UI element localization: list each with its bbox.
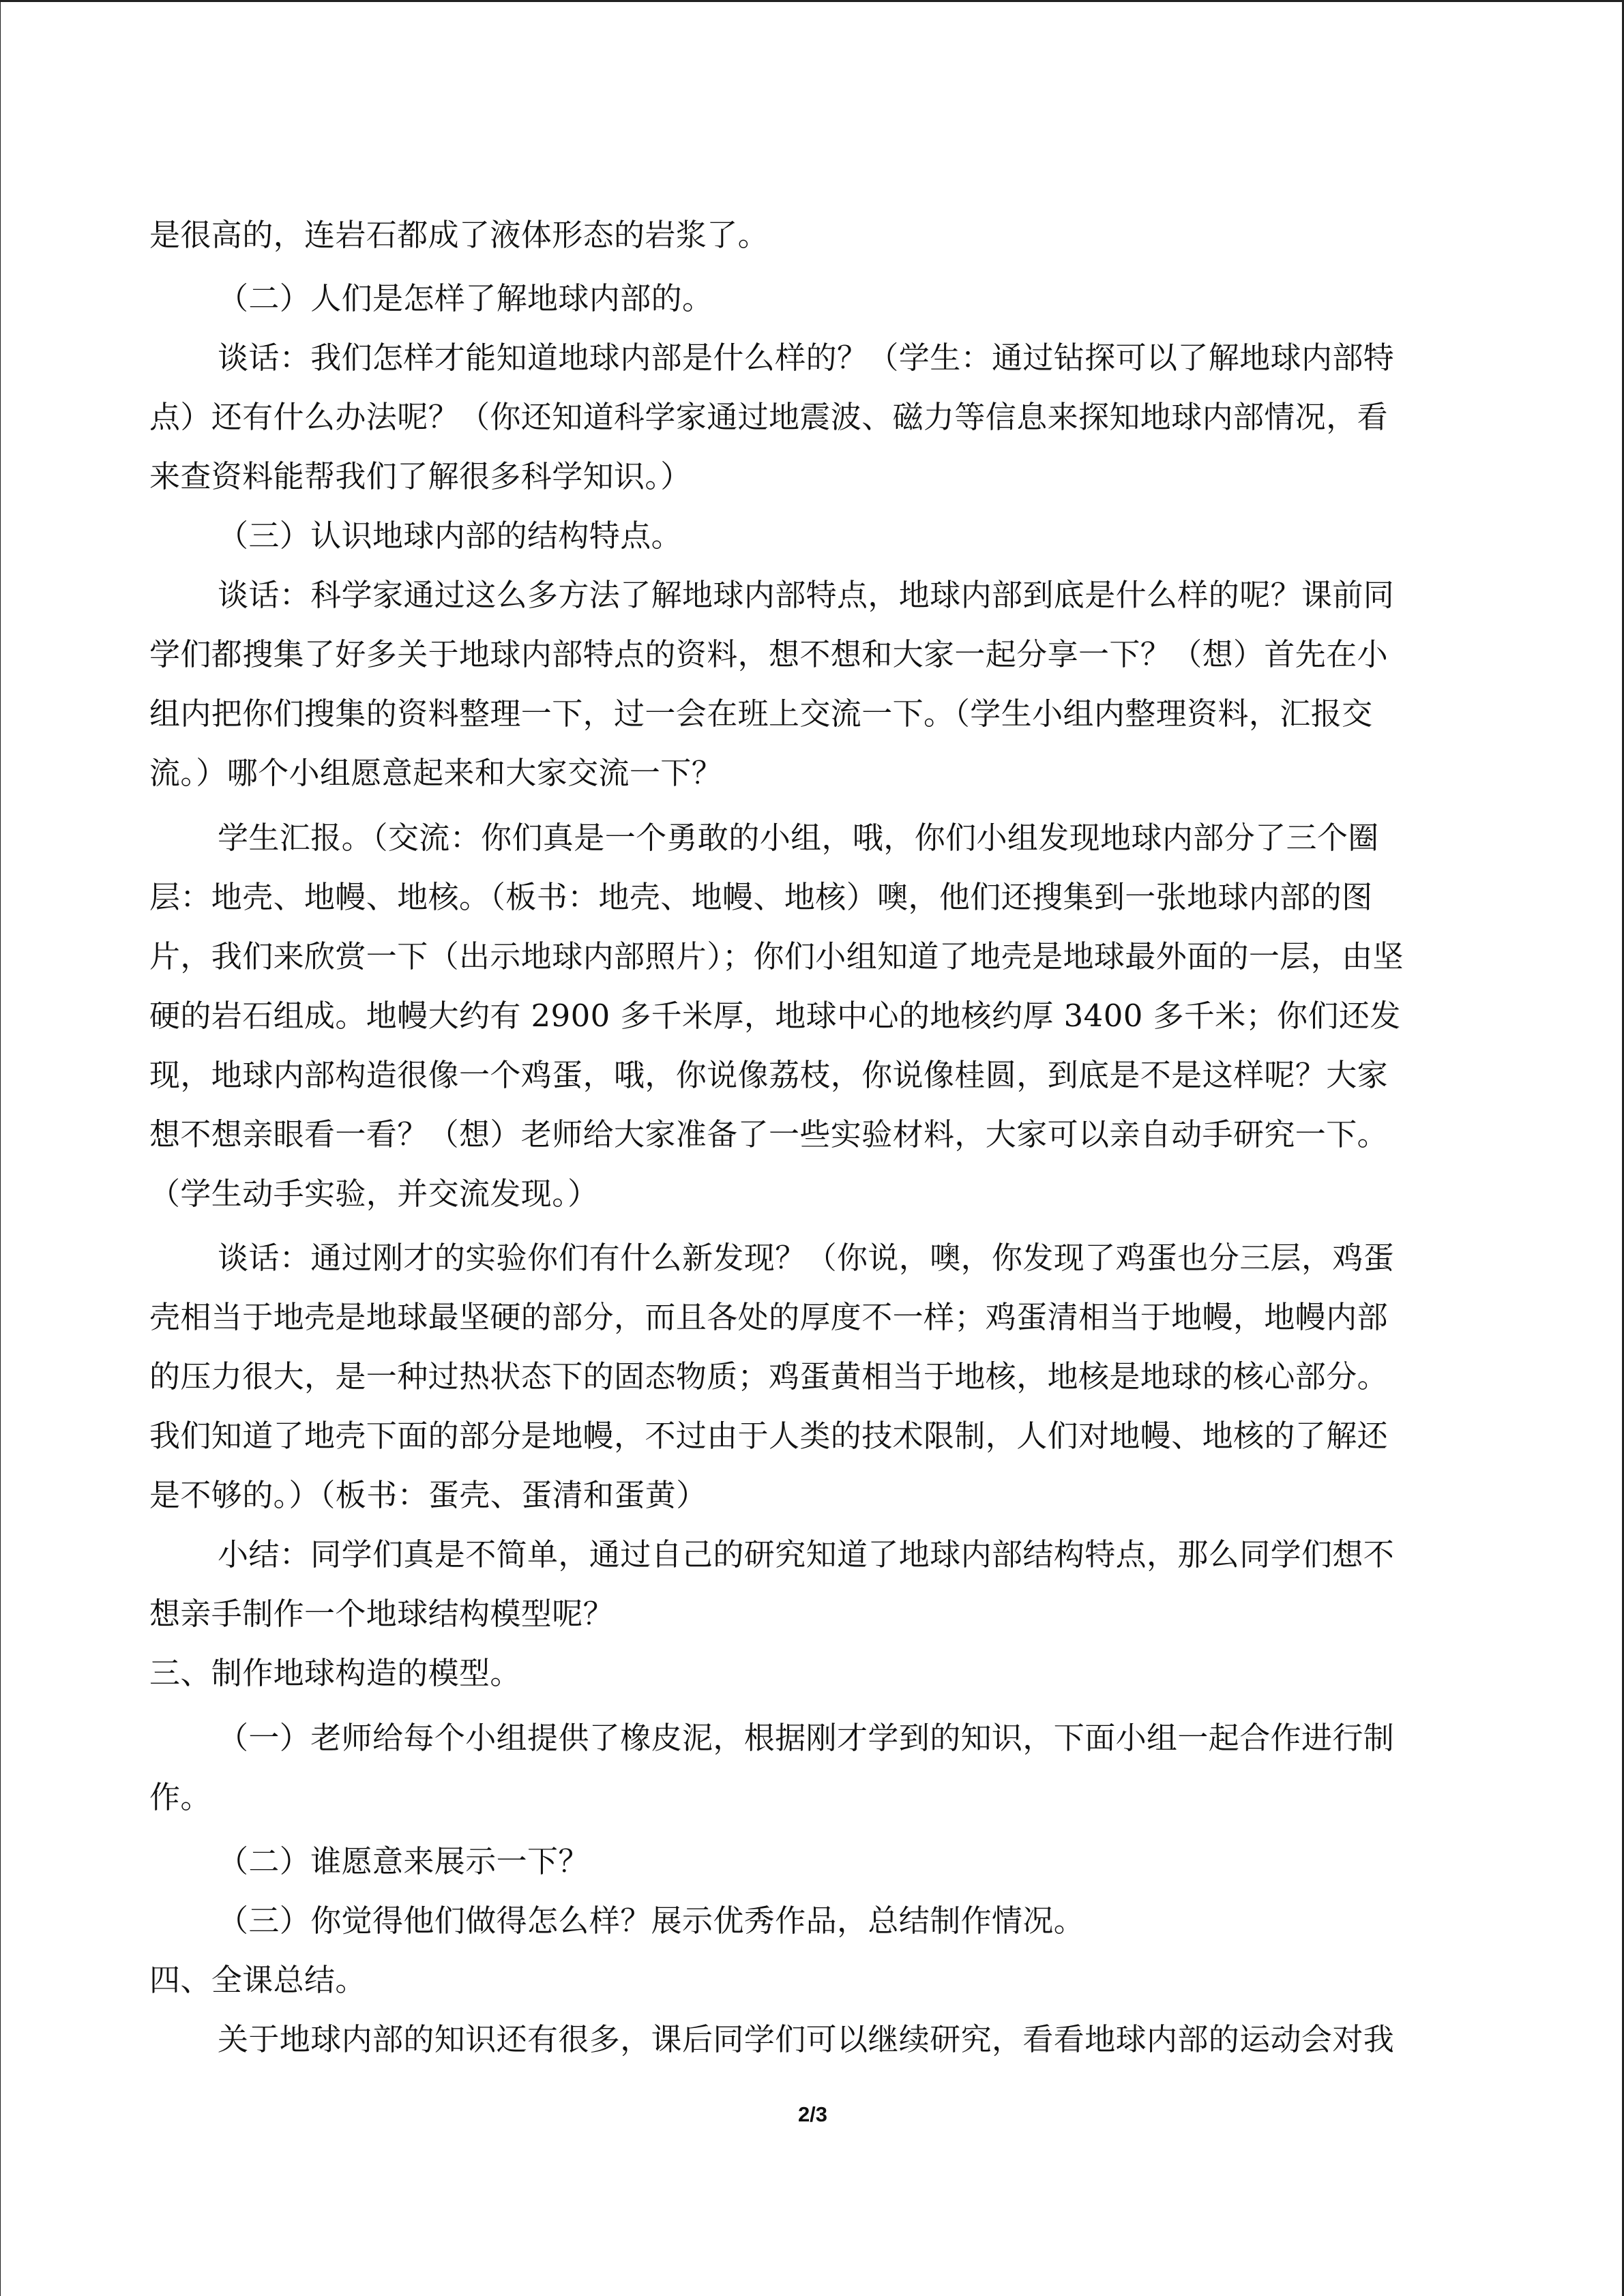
text-line: 是不够的。）（板书：蛋壳、蛋清和蛋黄） [149, 1477, 707, 1513]
text-line: 学生汇报。（交流：你们真是一个勇敢的小组，哦，你们小组发现地球内部分了三个圈 [218, 820, 1379, 856]
text-line: 学们都搜集了好多关于地球内部特点的资料，想不想和大家一起分享一下？（想）首先在小 [149, 636, 1389, 672]
text-line: 关于地球内部的知识还有很多，课后同学们可以继续研究，看看地球内部的运动会对我 [218, 2021, 1395, 2057]
text-line: 组内把你们搜集的资料整理一下，过一会在班上交流一下。（学生小组内整理资料，汇报交 [149, 696, 1373, 732]
page-number: 2/3 [797, 2102, 828, 2126]
section-heading: 四、全课总结。 [149, 1962, 366, 1998]
text-line: 片，我们来欣赏一下（出示地球内部照片）；你们小组知道了地壳是地球最外面的一层，由坚 [149, 938, 1404, 974]
text-line: 层：地壳、地幔、地核。（板书：地壳、地幔、地核）噢，他们还搜集到一张地球内部的图 [149, 879, 1373, 915]
text-line: 谈话：科学家通过这么多方法了解地球内部特点，地球内部到底是什么样的呢？课前同 [218, 577, 1395, 613]
text-line: 现，地球内部构造很像一个鸡蛋，哦，你说像荔枝，你说像桂圆，到底是不是这样呢？大家 [149, 1057, 1389, 1093]
text-line: 流。）哪个小组愿意起来和大家交流一下？ [149, 755, 723, 791]
section-heading: 三、制作地球构造的模型。 [149, 1655, 521, 1691]
text-line: 点）还有什么办法呢？（你还知道科学家通过地震波、磁力等信息来探知地球内部情况，看 [149, 399, 1389, 435]
text-line: 的压力很大，是一种过热状态下的固态物质；鸡蛋黄相当于地核，地核是地球的核心部分。 [149, 1358, 1389, 1395]
section-heading: （三）认识地球内部的结构特点。 [218, 518, 683, 554]
text-line: 我们知道了地壳下面的部分是地幔，不过由于人类的技术限制，人们对地幔、地核的了解还 [149, 1418, 1389, 1454]
text-line: 小结：同学们真是不简单，通过自己的研究知道了地球内部结构特点，那么同学们想不 [218, 1536, 1395, 1572]
text-line: （二）谁愿意来展示一下？ [218, 1843, 589, 1879]
text-line: 壳相当于地壳是地球最坚硬的部分，而且各处的厚度不一样；鸡蛋清相当于地幔，地幔内部 [149, 1299, 1389, 1335]
text-line: 想不想亲眼看一看？（想）老师给大家准备了一些实验材料，大家可以亲自动手研究一下。 [149, 1116, 1389, 1152]
text-line: 来查资料能帮我们了解很多科学知识。） [149, 458, 692, 494]
text-line: 作。 [149, 1779, 211, 1815]
text-line: 想亲手制作一个地球结构模型呢？ [149, 1596, 615, 1632]
text-line: 谈话：我们怎样才能知道地球内部是什么样的？（学生：通过钻探可以了解地球内部特 [218, 340, 1395, 376]
text-line: （学生动手实验，并交流发现。） [149, 1176, 599, 1212]
text-line: 谈话：通过刚才的实验你们有什么新发现？（你说，噢，你发现了鸡蛋也分三层，鸡蛋 [218, 1240, 1395, 1276]
text-line: 是很高的，连岩石都成了液体形态的岩浆了。 [149, 217, 769, 253]
section-heading: （二）人们是怎样了解地球内部的。 [218, 280, 713, 316]
text-line: （一）老师给每个小组提供了橡皮泥，根据刚才学到的知识，下面小组一起合作进行制 [218, 1720, 1395, 1756]
text-line: （三）你觉得他们做得怎么样？展示优秀作品，总结制作情况。 [218, 1903, 1085, 1939]
text-line: 硬的岩石组成。地幔大约有 2900 多千米厚，地球中心的地核约厚 3400 多千米；你们还发 [149, 998, 1401, 1034]
